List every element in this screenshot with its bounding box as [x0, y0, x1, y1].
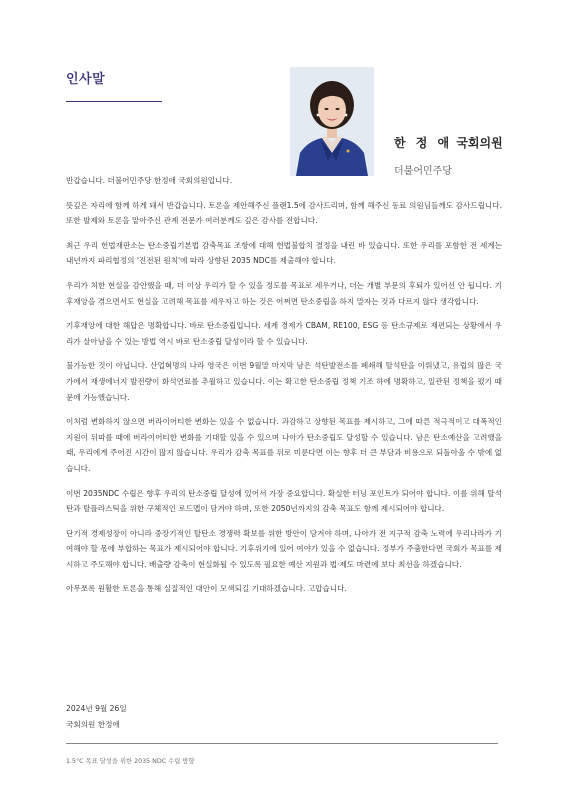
paragraph-10: 아무쪼록 원활한 토론을 통해 실질적인 대안이 모색되길 기대하겠습니다. 고맙습니다. — [66, 584, 347, 594]
footer-divider — [66, 743, 498, 744]
paragraph-7: 이처럼 변화하지 않으면 버라이어티한 변화는 있을 수 없습니다. 과감하고 상향된 목표를 제시하고, 그에 따른 적극적이고 대폭적인 지원이 뒤따를 때에 버라이어티한 변화를 기대할 있을 수 있으며 나아가 탄소중립도 달성할 수 있습니다. 남은 탄소예산을 고려했을 때, 우리에게 주어진 시간이 많지 않습니다. 우리가 감축 목표를 뒤로 미룬다면 이는 향후 더 큰 부담과 비용으로 되돌아올 수 밖에 없습니다. — [66, 417, 502, 473]
speaker-name-text: 한 정 애 — [394, 136, 453, 150]
heading-underline — [66, 101, 162, 102]
signature-block — [66, 701, 127, 732]
greeting-body — [66, 173, 502, 606]
footer-title: 1.5°C 목표 달성을 위한 2035 NDC 수립 방향 — [66, 758, 195, 765]
paragraph-2: 뜻깊은 자리에 함께 하게 돼서 반갑습니다. 토론을 제안해주신 플랜1.5에 감사드리며, 함께 해주신 동료 의원님들께도 감사드립니다. 또한 발제와 토론을 맡아주신 관계 전문가 여러분께도 깊은 감사를 전합니다. — [66, 200, 502, 226]
signature-date: 2024년 9월 26일 — [66, 704, 127, 713]
paragraph-8: 이번 2035NDC 수립은 향후 우리의 탄소중립 달성에 있어서 가장 중요합니다. 확실한 터닝 포인트가 되어야 합니다. 이를 위해 탈석탄과 탈플라스틱을 위한 구체적인 로드맵이 담겨야 하며, 또한 2050년까지의 감축 목표도 함께 제시되어야 합니다. — [66, 488, 502, 514]
portrait-illustration — [290, 67, 374, 176]
paragraph-1: 반갑습니다. 더불어민주당 한정애 국회의원입니다. — [66, 176, 233, 185]
paragraph-6: 불가능한 것이 아닙니다. 산업혁명의 나라 영국은 이번 9월말 마지막 남은 석탄발전소를 폐쇄해 탈석탄을 이뤄냈고, 유럽의 많은 국가에서 재생에너지 발전량이 화석연료를 추월하고 있습니다. 이는 확고한 탄소중립 정책 기조 하에 명확하고, 일관된 정책을 폈기 때문에 가능했습니다. — [66, 361, 502, 402]
speaker-title-text: 국회의원 — [456, 136, 503, 150]
paragraph-3: 최근 우리 헌법재판소는 탄소중립기본법 감축목표 조항에 대해 헌법불합치 결정을 내린 바 있습니다. 또한 우리를 포함한 전 세계는 내년까지 파리협정의 '진전된 원칙'에 따라 상향된 2035 NDC를 제출해야 합니다. — [66, 240, 502, 266]
signature-signer: 국회의원 한정애 — [66, 719, 120, 729]
paragraph-5: 기후재앙에 대한 해답은 명확합니다. 바로 탄소중립입니다. 세계 경제가 CBAM, RE100, ESG 등 탄소규제로 재편되는 상황에서 우리가 살아남을 수 있는 방법 역시 바로 탄소중립 달성이라 할 수 있습니다. — [66, 321, 502, 346]
portrait-photo — [290, 67, 374, 176]
paragraph-9: 단기적 경제성장이 아니라 중장기적인 탈탄소 경쟁력 확보를 위한 방안이 담겨야 하며, 나아가 전 지구적 감축 노력에 우리나라가 기여해야 할 몫에 부합하는 목표가 제시되어야 합니다. 기후위기에 있어 여야가 있을 수 없습니다. 정부가 주춤한다면 국회가 목표를 제시하고 주도해야 합니다. 배출량 감축이 현실화될 수 있도록 필요한 예산 지원과 법·제도 마련에 보다 최선을 하겠습니다. — [66, 528, 502, 569]
speaker-name — [394, 134, 503, 151]
page-heading: 인사말 — [66, 72, 106, 87]
speaker-party: 더불어민주당 — [394, 166, 452, 177]
paragraph-4: 우리가 처한 현실을 감안했을 때, 더 이상 우리가 할 수 있을 정도를 목표로 세우거나, 더는 개별 부문의 후퇴가 있어선 안 됩니다. 기후재앙을 겪으면서도 현실을 고려해 목표를 세우자고 하는 것은 어쩌면 탄소중립을 하지 말자는 것과 다르지 않다 생각합니다. — [66, 280, 502, 306]
